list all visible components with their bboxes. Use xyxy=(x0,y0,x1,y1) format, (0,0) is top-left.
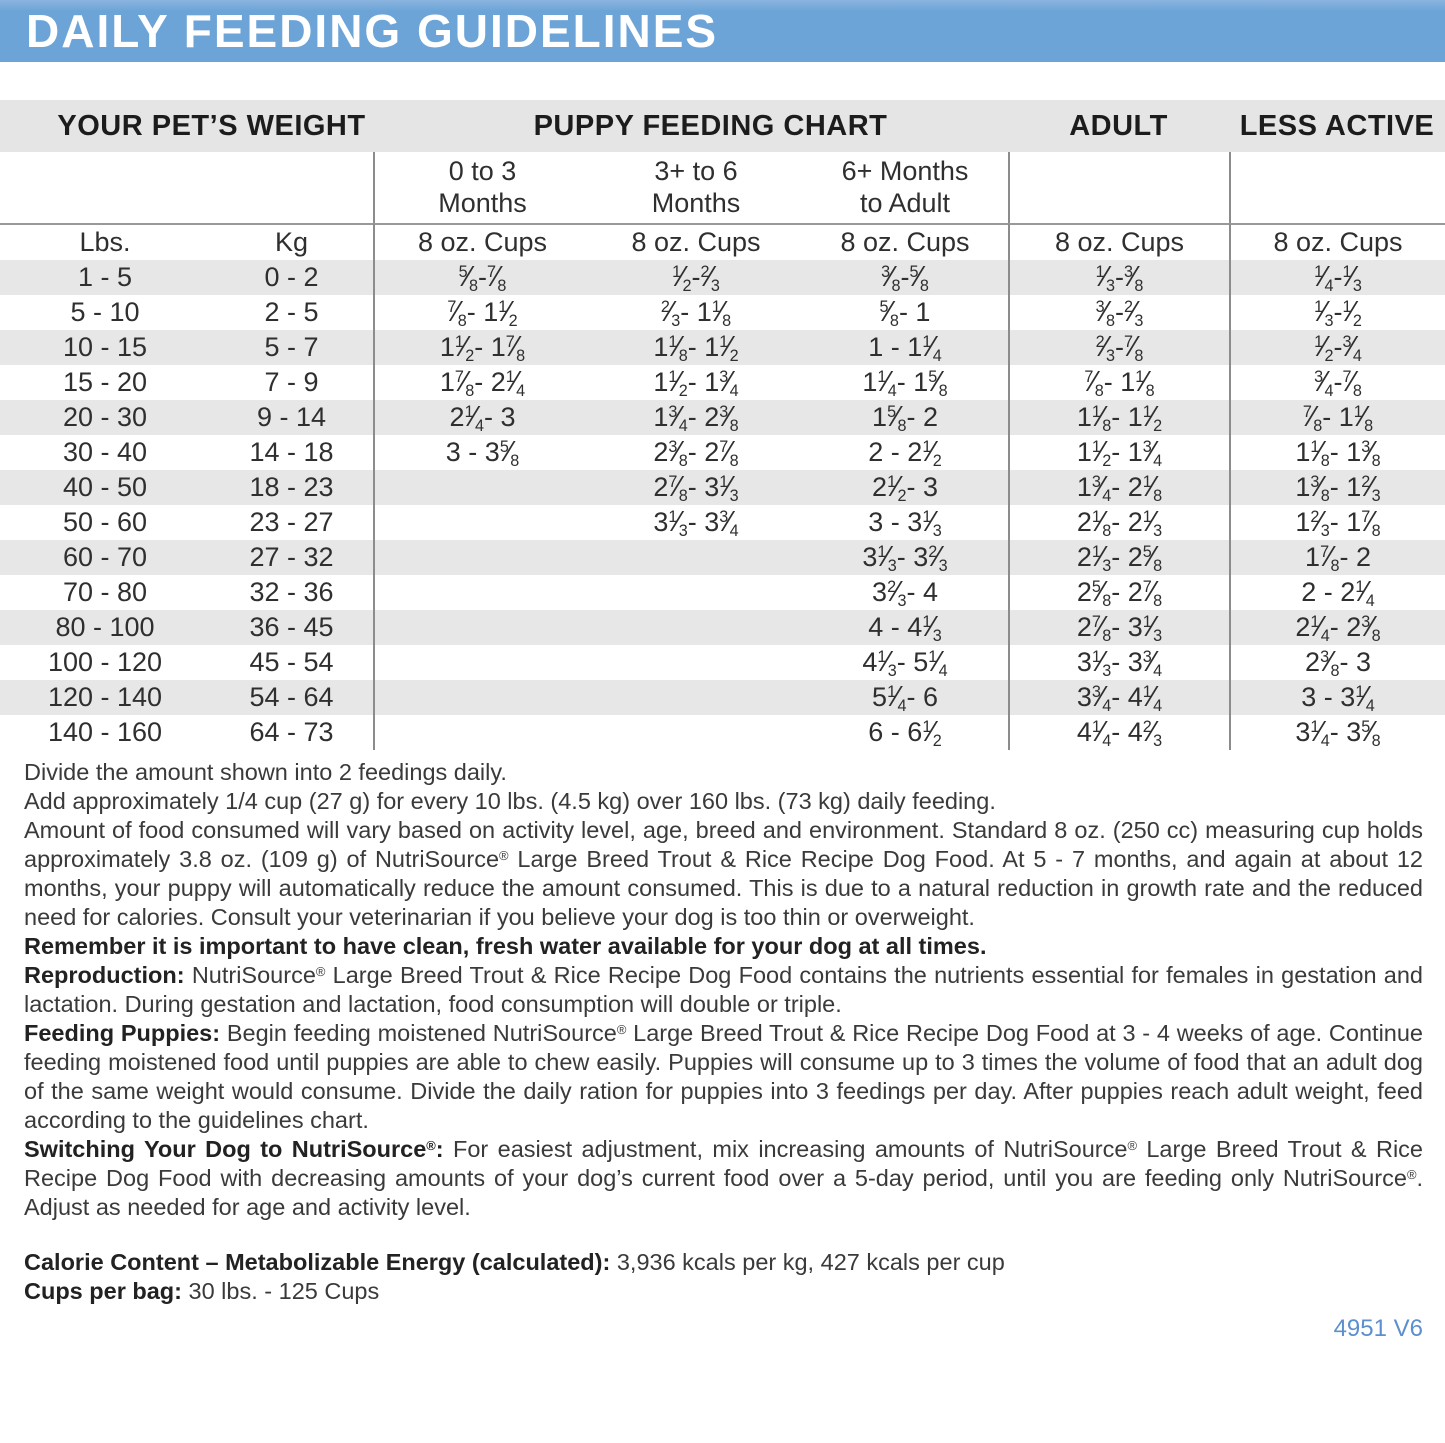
cell-adult: 1 1⁄2 - 1 3⁄4 xyxy=(1008,435,1229,470)
cell-less-active: 1 3⁄8 - 1 2⁄3 xyxy=(1229,470,1445,505)
calorie-content-block xyxy=(24,1248,1423,1306)
cell-adult: 7⁄8 - 1 1⁄8 xyxy=(1008,365,1229,400)
cell-weight-lbs: 60 - 70 xyxy=(0,540,210,575)
cell-weight-kg: 7 - 9 xyxy=(264,367,319,397)
cell-weight-lbs: 30 - 40 xyxy=(62,437,148,467)
cell-puppy-0-3 xyxy=(373,645,590,680)
subheader-blank xyxy=(210,152,373,223)
cell-puppy-6-adult: 1 1⁄4 - 1 5⁄8 xyxy=(862,366,948,400)
group-header-less-active: LESS ACTIVE xyxy=(1239,109,1435,142)
cell-puppy-0-3: 2 1⁄4 - 3 xyxy=(373,400,590,435)
cell-less-active: 2 - 2 1⁄4 xyxy=(1229,575,1445,610)
col-header-cups-6-adult: 8 oz. Cups xyxy=(802,223,1008,260)
calorie-label: Calorie Content – Metabolizable Energy (calculated): xyxy=(24,1249,611,1275)
cell-weight-kg: 45 - 54 xyxy=(249,647,334,677)
subheader-0-3-months: 0 to 3 Months xyxy=(373,152,590,223)
cell-adult: 4 1⁄4 - 4 2⁄3 xyxy=(1008,715,1229,750)
cell-weight-lbs: 120 - 140 xyxy=(0,680,210,715)
cell-puppy-0-3 xyxy=(373,505,590,540)
cell-weight-kg: 64 - 73 xyxy=(249,717,334,747)
cell-puppy-0-3: 1 7⁄8 - 2 1⁄4 xyxy=(373,365,590,400)
col-header-lbs: Lbs. xyxy=(0,223,210,260)
cell-puppy-6-adult: 2 - 2 1⁄2 xyxy=(868,436,942,470)
cell-less-active: 1⁄4 - 1⁄3 xyxy=(1229,260,1445,295)
footer-notes xyxy=(0,750,1445,1343)
cell-puppy-3-6 xyxy=(590,715,802,750)
note-line: Add approximately 1/4 cup (27 g) for every 10 lbs. (4.5 kg) over 160 lbs. (73 kg) daily feeding. xyxy=(24,788,996,814)
paragraph-label: Feeding Puppies: xyxy=(24,1020,221,1046)
cell-adult: 2 5⁄8 - 2 7⁄8 xyxy=(1008,575,1229,610)
cell-puppy-3-6: 1 1⁄2 - 1 3⁄4 xyxy=(653,366,739,400)
group-header-adult: ADULT xyxy=(1069,109,1168,142)
cell-puppy-3-6 xyxy=(590,610,802,645)
cell-adult: 3 3⁄4 - 4 1⁄4 xyxy=(1008,680,1229,715)
col-header-cups-0-3: 8 oz. Cups xyxy=(373,223,590,260)
cell-puppy-0-3: 7⁄8 - 1 1⁄2 xyxy=(373,295,590,330)
cell-weight-kg: 14 - 18 xyxy=(249,437,334,467)
cell-puppy-3-6: 2 3⁄8 - 2 7⁄8 xyxy=(653,436,739,470)
cell-less-active: 2 3⁄8 - 3 xyxy=(1229,645,1445,680)
cell-weight-lbs: 80 - 100 xyxy=(0,610,210,645)
calorie-label: Cups per bag: xyxy=(24,1278,182,1304)
cell-puppy-3-6 xyxy=(590,680,802,715)
cell-less-active: 3 - 3 1⁄4 xyxy=(1229,680,1445,715)
table-group-header-row xyxy=(0,100,1445,152)
cell-less-active: 1 2⁄3 - 1 7⁄8 xyxy=(1229,505,1445,540)
cell-puppy-6-adult: 3 - 3 1⁄3 xyxy=(868,506,942,540)
cell-puppy-3-6: 3 1⁄3 - 3 3⁄4 xyxy=(653,506,739,540)
cell-less-active: 2 1⁄4 - 2 3⁄8 xyxy=(1229,610,1445,645)
cell-puppy-3-6: 2 7⁄8 - 3 1⁄3 xyxy=(590,470,802,505)
cell-less-active: 7⁄8 - 1 1⁄8 xyxy=(1229,400,1445,435)
cell-puppy-3-6: 2⁄3 - 1 1⁄8 xyxy=(660,296,732,330)
cell-puppy-3-6: 1 3⁄4 - 2 3⁄8 xyxy=(590,400,802,435)
cell-puppy-6-adult: 4 - 4 1⁄3 xyxy=(802,610,1008,645)
cell-adult: 1⁄3 - 3⁄8 xyxy=(1008,260,1229,295)
cell-adult: 3⁄8 - 2⁄3 xyxy=(1008,295,1229,330)
cell-puppy-3-6 xyxy=(590,575,802,610)
subheader-6-months-adult: 6+ Months to Adult xyxy=(841,155,969,218)
note-line: Amount of food consumed will vary based on activity level, age, breed and environment. Standard 8 oz. (250 cc) measuring cup holds approximately 3.8 oz. (109 g) of NutriSource® Large Breed Trout & Rice Recipe Dog Food. At 5 - 7 months, and again at about 12 months, your puppy will automatically reduce the amount consumed. This is due to a natural reduction in growth rate and the reduced need for calories. Consult your veterinarian if you believe your dog is too thin or overweight. xyxy=(24,817,1423,930)
cell-puppy-0-3 xyxy=(373,470,590,505)
info-paragraph: Reproduction: NutriSource® Large Breed Trout & Rice Recipe Dog Food contains the nutrients essential for females in gestation and lactation. During gestation and lactation, food consumption will double or triple. xyxy=(24,962,1423,1017)
cell-adult: 1 3⁄4 - 2 1⁄8 xyxy=(1008,470,1229,505)
paragraph-label: Switching Your Dog to NutriSource®: xyxy=(24,1136,444,1162)
cell-puppy-6-adult: 3 1⁄3 - 3 2⁄3 xyxy=(802,540,1008,575)
doc-code: 4951 V6 xyxy=(1333,1315,1423,1342)
cell-puppy-0-3: 5⁄8 - 7⁄8 xyxy=(373,260,590,295)
group-header-puppy-feeding-chart: PUPPY FEEDING CHART xyxy=(533,109,888,142)
col-header-cups-adult: 8 oz. Cups xyxy=(1008,223,1229,260)
cell-puppy-6-adult: 4 1⁄3 - 5 1⁄4 xyxy=(862,646,948,680)
subheader-blank xyxy=(1008,152,1229,223)
cell-adult: 2 1⁄3 - 2 5⁄8 xyxy=(1008,540,1229,575)
cell-puppy-0-3: 1 1⁄2 - 1 7⁄8 xyxy=(373,330,590,365)
cell-puppy-3-6: 1 1⁄8 - 1 1⁄2 xyxy=(590,330,802,365)
cell-weight-kg: 54 - 64 xyxy=(210,680,373,715)
cell-puppy-6-adult: 3⁄8 - 5⁄8 xyxy=(802,260,1008,295)
cell-less-active: 3⁄4 - 7⁄8 xyxy=(1229,365,1445,400)
cell-puppy-6-adult: 3 2⁄3 - 4 xyxy=(872,576,938,610)
cell-weight-lbs: 15 - 20 xyxy=(62,367,148,397)
cell-adult: 1 1⁄8 - 1 1⁄2 xyxy=(1008,400,1229,435)
cell-puppy-3-6 xyxy=(590,540,802,575)
cell-weight-lbs: 10 - 15 xyxy=(0,330,210,365)
cell-weight-lbs: 40 - 50 xyxy=(0,470,210,505)
cell-puppy-6-adult: 6 - 6 1⁄2 xyxy=(868,716,942,750)
cell-puppy-6-adult: 2 1⁄2 - 3 xyxy=(802,470,1008,505)
info-paragraph: Switching Your Dog to NutriSource®: For easiest adjustment, mix increasing amounts of NutriSource® Large Breed Trout & Rice Recipe Dog Food with decreasing amounts of your dog’s current food over a 5-day period, until you are feeding only NutriSource®. Adjust as needed for age and activity level. xyxy=(24,1136,1423,1220)
cell-puppy-0-3 xyxy=(373,540,590,575)
cell-puppy-3-6: 1⁄2 - 2⁄3 xyxy=(590,260,802,295)
cell-less-active: 3 1⁄4 - 3 5⁄8 xyxy=(1229,715,1445,750)
page-title: DAILY FEEDING GUIDELINES xyxy=(26,5,719,57)
subheader-3-6-months: 3+ to 6 Months xyxy=(651,155,741,218)
col-header-cups-less-active: 8 oz. Cups xyxy=(1229,223,1445,260)
cell-less-active: 1 7⁄8 - 2 xyxy=(1229,540,1445,575)
note-line: Remember it is important to have clean, fresh water available for your dog at all times. xyxy=(24,933,987,959)
cell-weight-kg: 0 - 2 xyxy=(210,260,373,295)
subheader-blank xyxy=(1229,152,1445,223)
cell-puppy-0-3 xyxy=(373,610,590,645)
cell-puppy-0-3 xyxy=(373,680,590,715)
cell-weight-kg: 5 - 7 xyxy=(210,330,373,365)
cell-less-active: 1⁄3 - 1⁄2 xyxy=(1229,295,1445,330)
cell-weight-kg: 18 - 23 xyxy=(210,470,373,505)
calorie-line: Calorie Content – Metabolizable Energy (calculated): 3,936 kcals per kg, 427 kcals per cup xyxy=(24,1249,1005,1275)
feeding-table xyxy=(0,152,1445,750)
cell-adult: 2⁄3 - 7⁄8 xyxy=(1008,330,1229,365)
col-header-cups-3-6: 8 oz. Cups xyxy=(590,223,802,260)
subheader-blank xyxy=(0,152,210,223)
cell-puppy-3-6 xyxy=(590,645,802,680)
cell-weight-lbs: 1 - 5 xyxy=(0,260,210,295)
cell-adult: 2 1⁄8 - 2 1⁄3 xyxy=(1008,505,1229,540)
group-header-your-pets-weight: YOUR PET’S WEIGHT xyxy=(57,109,366,142)
cell-weight-lbs: 70 - 80 xyxy=(62,577,148,607)
info-paragraphs xyxy=(24,961,1423,1222)
cell-weight-lbs: 50 - 60 xyxy=(62,507,148,537)
general-notes xyxy=(24,758,1423,961)
cell-weight-lbs: 140 - 160 xyxy=(47,717,163,747)
spacer xyxy=(0,62,1445,100)
cell-puppy-0-3 xyxy=(373,575,590,610)
cell-weight-kg: 32 - 36 xyxy=(249,577,334,607)
title-bar xyxy=(0,0,1445,62)
cell-weight-lbs: 5 - 10 xyxy=(70,297,140,327)
cell-puppy-6-adult: 5 1⁄4 - 6 xyxy=(802,680,1008,715)
cell-weight-kg: 27 - 32 xyxy=(210,540,373,575)
cell-weight-lbs: 100 - 120 xyxy=(47,647,163,677)
cell-weight-lbs: 20 - 30 xyxy=(0,400,210,435)
info-paragraph: Feeding Puppies: Begin feeding moistened NutriSource® Large Breed Trout & Rice Recipe Dog Food at 3 - 4 weeks of age. Continue feeding moistened food until puppies are able to chew easily. Puppies will consume up to 3 times the volume of food that an adult dog of the same weight would consume. Divide the daily ration for puppies into 3 feedings per day. After puppies reach adult weight, feed according to the guidelines chart. xyxy=(24,1020,1423,1133)
cell-adult: 3 1⁄3 - 3 3⁄4 xyxy=(1008,645,1229,680)
cell-adult: 2 7⁄8 - 3 1⁄3 xyxy=(1008,610,1229,645)
cell-weight-kg: 9 - 14 xyxy=(210,400,373,435)
cell-puppy-6-adult: 1 - 1 1⁄4 xyxy=(802,330,1008,365)
paragraph-label: Reproduction: xyxy=(24,962,185,988)
calorie-line: Cups per bag: 30 lbs. - 125 Cups xyxy=(24,1278,380,1304)
cell-puppy-0-3 xyxy=(373,715,590,750)
cell-puppy-6-adult: 5⁄8 - 1 xyxy=(879,296,931,330)
cell-puppy-0-3: 3 - 3 5⁄8 xyxy=(373,435,590,470)
cell-weight-kg: 23 - 27 xyxy=(249,507,334,537)
note-line: Divide the amount shown into 2 feedings daily. xyxy=(24,759,507,785)
cell-less-active: 1⁄2 - 3⁄4 xyxy=(1229,330,1445,365)
cell-weight-kg: 36 - 45 xyxy=(210,610,373,645)
cell-puppy-6-adult: 1 5⁄8 - 2 xyxy=(802,400,1008,435)
cell-less-active: 1 1⁄8 - 1 3⁄8 xyxy=(1229,435,1445,470)
col-header-kg: Kg xyxy=(210,223,373,260)
cell-weight-kg: 2 - 5 xyxy=(264,297,319,327)
